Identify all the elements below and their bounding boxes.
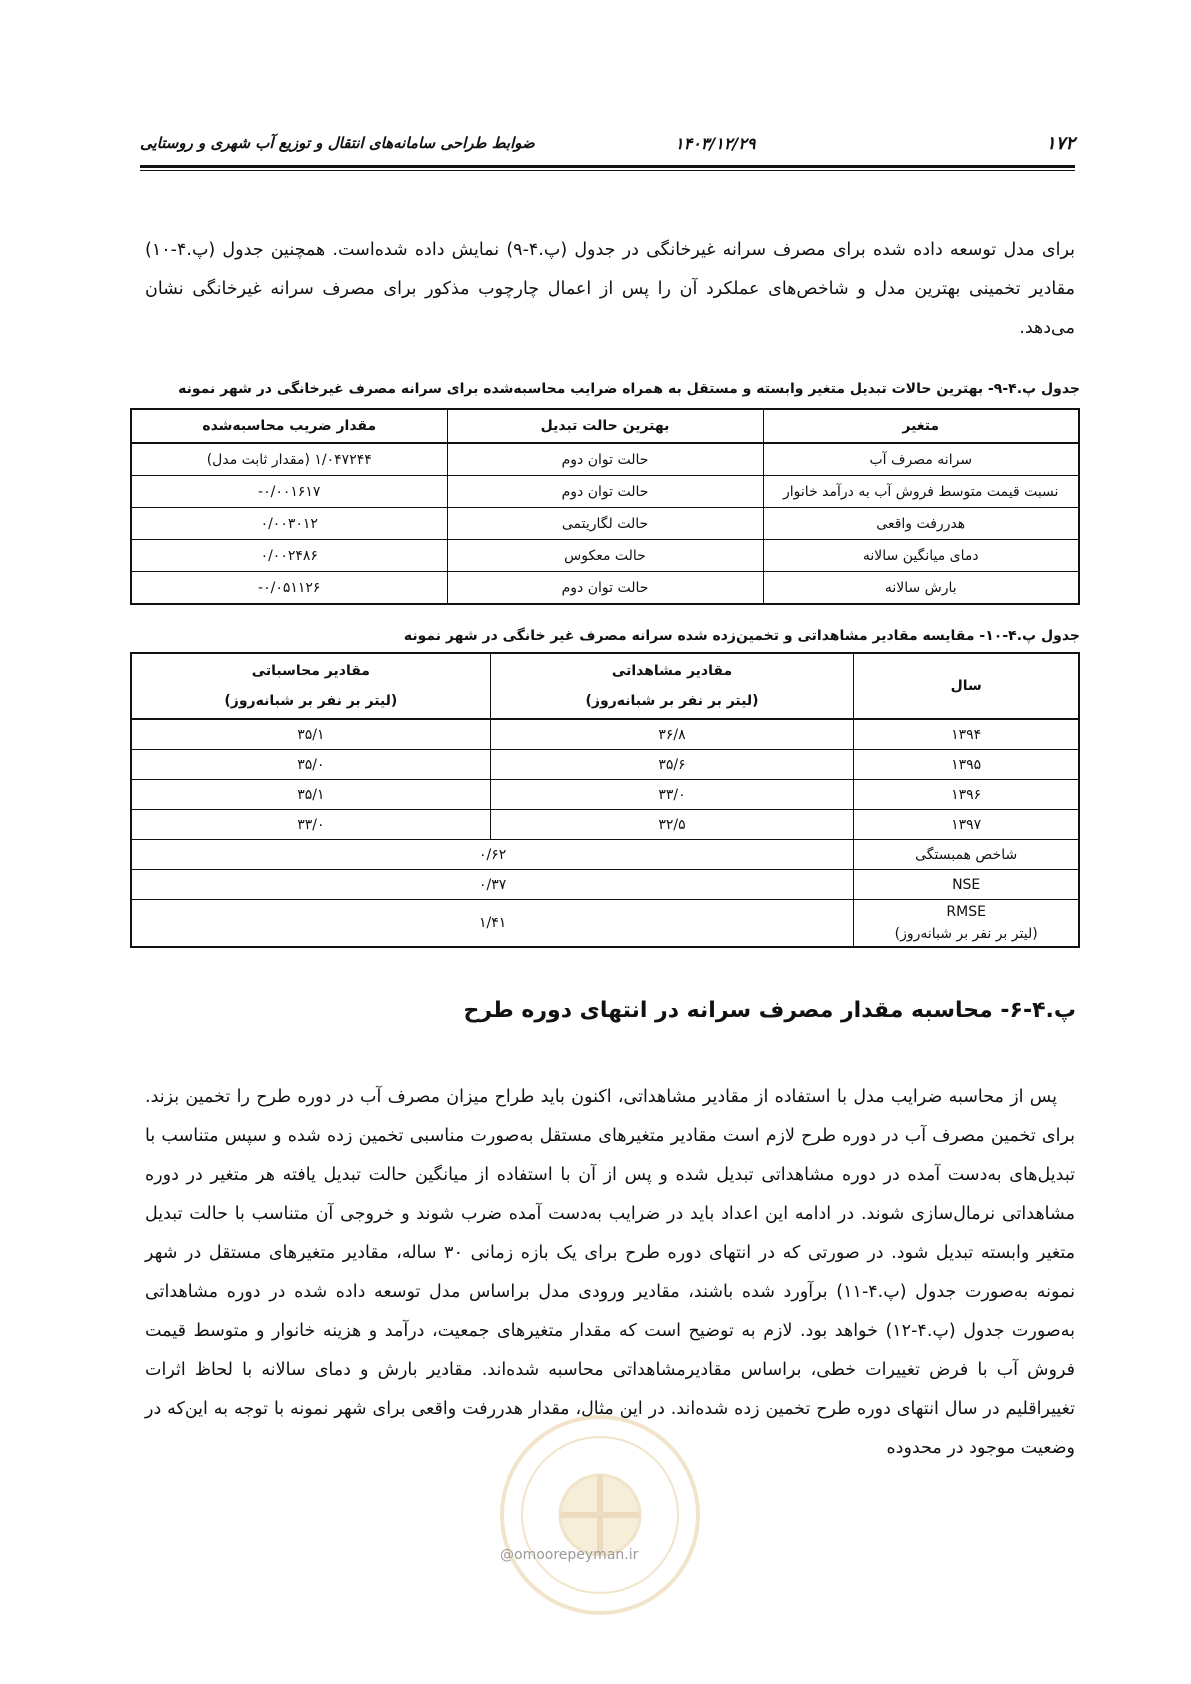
- table-row: [131, 572, 1079, 605]
- cell-observed: ۳۲/۵: [490, 810, 854, 840]
- cell-transform: حالت لگاریتمی: [447, 508, 763, 540]
- cell-observed: ۳۶/۸: [490, 719, 854, 750]
- table-2-caption: جدول پ.۴-۱۰- مقایسه مقادیر مشاهداتی و تخمین‌زده شده سرانه مصرف غیر خانگی در شهر نمونه: [403, 628, 1080, 644]
- cell-coefficient: ۰/۰۰۳۰۱۲: [131, 508, 447, 540]
- cell-observed: ۳۳/۰: [490, 780, 854, 810]
- cell-calculated: ۳۵/۱: [131, 719, 490, 750]
- cell-year: ۱۳۹۵: [854, 750, 1079, 780]
- header-variable: متغیر: [763, 409, 1079, 443]
- table-row: [131, 540, 1079, 572]
- index-row-nse: [131, 870, 1079, 900]
- cell-variable: هدررفت واقعی: [763, 508, 1079, 540]
- table-row: [131, 508, 1079, 540]
- cell-transform: حالت توان دوم: [447, 476, 763, 508]
- page-number: ۱۷۲: [1045, 132, 1075, 154]
- header-coefficient: مقدار ضریب محاسبه‌شده: [131, 409, 447, 443]
- cell-index-value: ۱/۴۱: [131, 900, 854, 948]
- cell-index-label: [854, 900, 1079, 948]
- table-row: [131, 750, 1079, 780]
- header-calculated-label: مقادیر محاسباتی: [251, 663, 370, 679]
- header-observed-unit: (لیتر بر نفر بر شبانه‌روز): [585, 693, 759, 709]
- header-observed-label: مقادیر مشاهداتی: [611, 663, 733, 679]
- header-best-transform: بهترین حالت تبدیل: [447, 409, 763, 443]
- header-rule: [140, 165, 1075, 168]
- page-header: [140, 128, 1075, 158]
- table-row: [131, 443, 1079, 476]
- cell-year: ۱۳۹۶: [854, 780, 1079, 810]
- cell-index-label: شاخص همبستگی: [854, 840, 1079, 870]
- cell-calculated: ۳۵/۰: [131, 750, 490, 780]
- header-observed: [490, 653, 854, 719]
- cell-transform: حالت توان دوم: [447, 443, 763, 476]
- table-row: [131, 719, 1079, 750]
- comparison-table: [130, 652, 1080, 948]
- cell-index-label: NSE: [854, 870, 1079, 900]
- header-year: سال: [854, 653, 1079, 719]
- body-paragraph: [145, 1078, 1075, 1468]
- header-calculated: [131, 653, 490, 719]
- cell-calculated: ۳۵/۱: [131, 780, 490, 810]
- header-rule-thin: [140, 170, 1075, 171]
- index-row-correlation: [131, 840, 1079, 870]
- cell-year: ۱۳۹۷: [854, 810, 1079, 840]
- table-row: [131, 810, 1079, 840]
- cell-coefficient: ۰/۰۵۱۱۲۶-: [131, 572, 447, 605]
- header-date: ۱۴۰۳/۱۲/۲۹: [675, 133, 756, 153]
- cell-calculated: ۳۳/۰: [131, 810, 490, 840]
- table-1-caption: جدول پ.۴-۹- بهترین حالات تبدیل متغیر وابسته و مستقل به همراه ضرایب محاسبه‌شده برای سرانه مصرف غیرخانگی در شهر نمونه: [178, 381, 1080, 397]
- cell-index-value: ۰/۳۷: [131, 870, 854, 900]
- rmse-label: RMSE: [946, 904, 986, 920]
- cell-coefficient: ۰/۰۰۱۶۱۷-: [131, 476, 447, 508]
- index-row-rmse: [131, 900, 1079, 948]
- table-row: [131, 476, 1079, 508]
- watermark-text: @omoorepeyman.ir: [500, 1547, 639, 1563]
- cell-coefficient: ۱/۰۴۷۲۴۴ (مقدار ثابت مدل): [131, 443, 447, 476]
- cell-variable: سرانه مصرف آب: [763, 443, 1079, 476]
- cell-index-value: ۰/۶۲: [131, 840, 854, 870]
- table-header-row: [131, 653, 1079, 719]
- body-paragraph-text: پس از محاسبه ضرایب مدل با استفاده از مقادیر مشاهداتی، اکنون باید طراح میزان مصرف آب در دوره طرح را تخمین بزند. برای تخمین مصرف آب در دوره طرح لازم است مقادیر متغیرهای مستقل به‌صورت مناسبی تخمین زده شده و سپس متناسب با تبدیل‌های به‌دست آمده در دوره مشاهداتی تبدیل شده و پس از آن با استفاده از میانگین حالت تبدیل یافته هر متغیر در دوره مشاهداتی نرمال‌سازی شوند. در ادامه این اعداد باید در ضرایب به‌دست آمده ضرب شوند و خروجی آن متناسب با حالت تبدیل متغیر وابسته تبدیل شود. در صورتی که در انتهای دوره طرح برای یک بازه زمانی ۳۰ ساله، مقادیر متغیرهای مستقل در شهر نمونه به‌صورت جدول (پ.۴-۱۱) برآورد شده باشند، مقادیر ورودی مدل براساس مدل توسعه داده شده در دوره مشاهداتی به‌صورت جدول (پ.۴-۱۲) خواهد بود. لازم به توضیح است که مقدار متغیرهای جمعیت، درآمد و هزینه خانوار و متوسط قیمت فروش آب با فرض تغییرات خطی، براساس مقادیرمشاهداتی محاسبه شده‌اند. مقادیر بارش و دمای سالانه با لحاظ اثرات تغییراقلیم در سال انتهای دوره طرح تخمین زده شده‌اند. در این مثال، مقدار هدررفت واقعی برای شهر نمونه با توجه به این‌که در وضعیت موجود در محدوده: [145, 1086, 1076, 1458]
- cell-variable: دمای میانگین سالانه: [763, 540, 1079, 572]
- cell-coefficient: ۰/۰۰۲۴۸۶: [131, 540, 447, 572]
- cell-variable: نسبت قیمت متوسط فروش آب به درآمد خانوار: [763, 476, 1079, 508]
- cell-year: ۱۳۹۴: [854, 719, 1079, 750]
- cell-transform: حالت توان دوم: [447, 572, 763, 605]
- rmse-unit: (لیتر بر نفر بر شبانه‌روز): [894, 926, 1038, 942]
- section-heading: پ.۴-۶- محاسبه مقدار مصرف سرانه در انتهای دوره طرح: [463, 998, 1076, 1023]
- table-row: [131, 780, 1079, 810]
- header-title: ضوابط طراحی سامانه‌های انتقال و توزیع آب شهری و روستایی: [140, 134, 535, 152]
- table-header-row: [131, 409, 1079, 443]
- header-calculated-unit: (لیتر بر نفر بر شبانه‌روز): [224, 693, 398, 709]
- watermark-seal-logo: [495, 1410, 705, 1620]
- coefficients-table: [130, 408, 1080, 605]
- cell-observed: ۳۵/۶: [490, 750, 854, 780]
- intro-paragraph: برای مدل توسعه داده شده برای مصرف سرانه غیرخانگی در جدول (پ.۴-۹) نمایش داده شده‌است. همچنین جدول (پ.۴-۱۰) مقادیر تخمینی بهترین مدل و شاخص‌های عملکرد آن را پس از اعمال چارچوب مذکور برای مصرف سرانه غیرخانگی نشان می‌دهد.: [145, 239, 1075, 338]
- cell-transform: حالت معکوس: [447, 540, 763, 572]
- cell-variable: بارش سالانه: [763, 572, 1079, 605]
